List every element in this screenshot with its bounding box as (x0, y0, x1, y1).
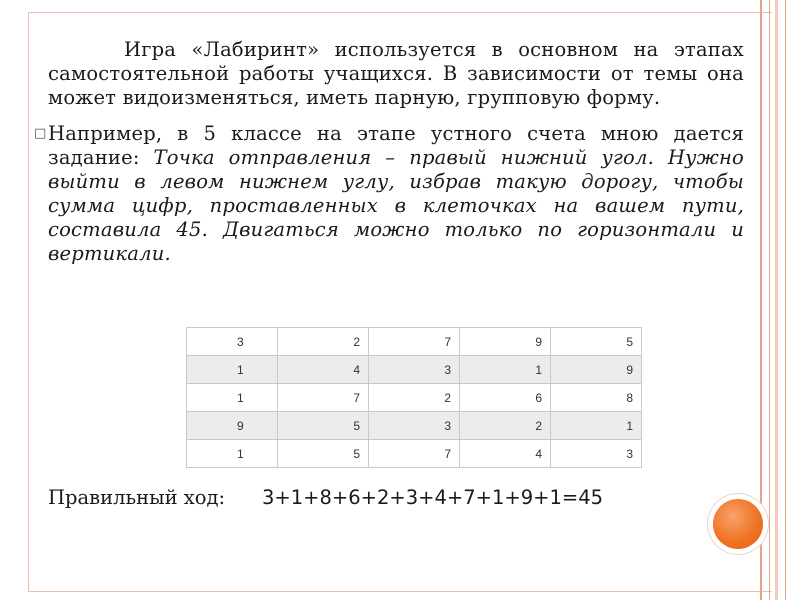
example-paragraph (48, 122, 744, 266)
maze-cell: 9 (460, 328, 551, 356)
maze-table-body (187, 328, 642, 468)
game-name: Игра «Лабиринт» (124, 38, 320, 61)
maze-row (187, 412, 642, 440)
maze-cell: 3 (551, 440, 642, 468)
maze-cell: 9 (551, 356, 642, 384)
decorative-circle (713, 499, 763, 549)
intro-text: используется в основном на этапах самостоятельной работы учащихся. В зависимости от темы она может видоизменяться, иметь парную, групповую форму. (48, 38, 744, 109)
maze-cell: 2 (278, 328, 369, 356)
frame-right-stripe (760, 0, 762, 600)
maze-row (187, 328, 642, 356)
frame-left-line (28, 12, 29, 592)
maze-cell: 5 (278, 440, 369, 468)
maze-cell: 8 (551, 384, 642, 412)
maze-cell: 9 (187, 412, 278, 440)
maze-cell: 1 (187, 440, 278, 468)
maze-cell: 3 (369, 412, 460, 440)
maze-cell: 5 (278, 412, 369, 440)
maze-cell: 1 (460, 356, 551, 384)
maze-row (187, 356, 642, 384)
answer-label: Правильный ход: (48, 486, 226, 509)
example-plain-text: Например, в 5 классе на этапе устного счета мною дается задание: (48, 122, 744, 169)
answer-value: 3+1+8+6+2+3+4+7+1+9+1=45 (262, 486, 604, 509)
maze-cell: 7 (369, 328, 460, 356)
maze-cell: 4 (278, 356, 369, 384)
maze-cell: 7 (278, 384, 369, 412)
frame-right-stripe (785, 0, 786, 600)
maze-cell: 1 (187, 384, 278, 412)
maze-cell: 1 (187, 356, 278, 384)
maze-cell: 5 (551, 328, 642, 356)
maze-cell: 1 (551, 412, 642, 440)
maze-cell: 3 (187, 328, 278, 356)
maze-cell: 6 (460, 384, 551, 412)
maze-cell: 4 (460, 440, 551, 468)
frame-bottom-line (28, 591, 772, 592)
maze-cell: 7 (369, 440, 460, 468)
frame-right-stripe (769, 0, 770, 600)
bullet-icon: □ (34, 126, 47, 141)
maze-row (187, 384, 642, 412)
maze-table (186, 327, 642, 468)
frame-right-stripe (775, 0, 778, 600)
task-text: Точка отправления – правый нижний угол. Нужно выйти в левом нижнем углу, избрав такую дорогу, чтобы сумма цифр, проставленных в клеточках на вашем пути, составила 45. Двигаться можно только по горизонтали и вертикали. (48, 146, 744, 265)
maze-row (187, 440, 642, 468)
maze-cell: 2 (460, 412, 551, 440)
intro-paragraph (48, 38, 744, 110)
maze-cell: 2 (369, 384, 460, 412)
maze-cell: 3 (369, 356, 460, 384)
frame-top-line (28, 12, 772, 13)
